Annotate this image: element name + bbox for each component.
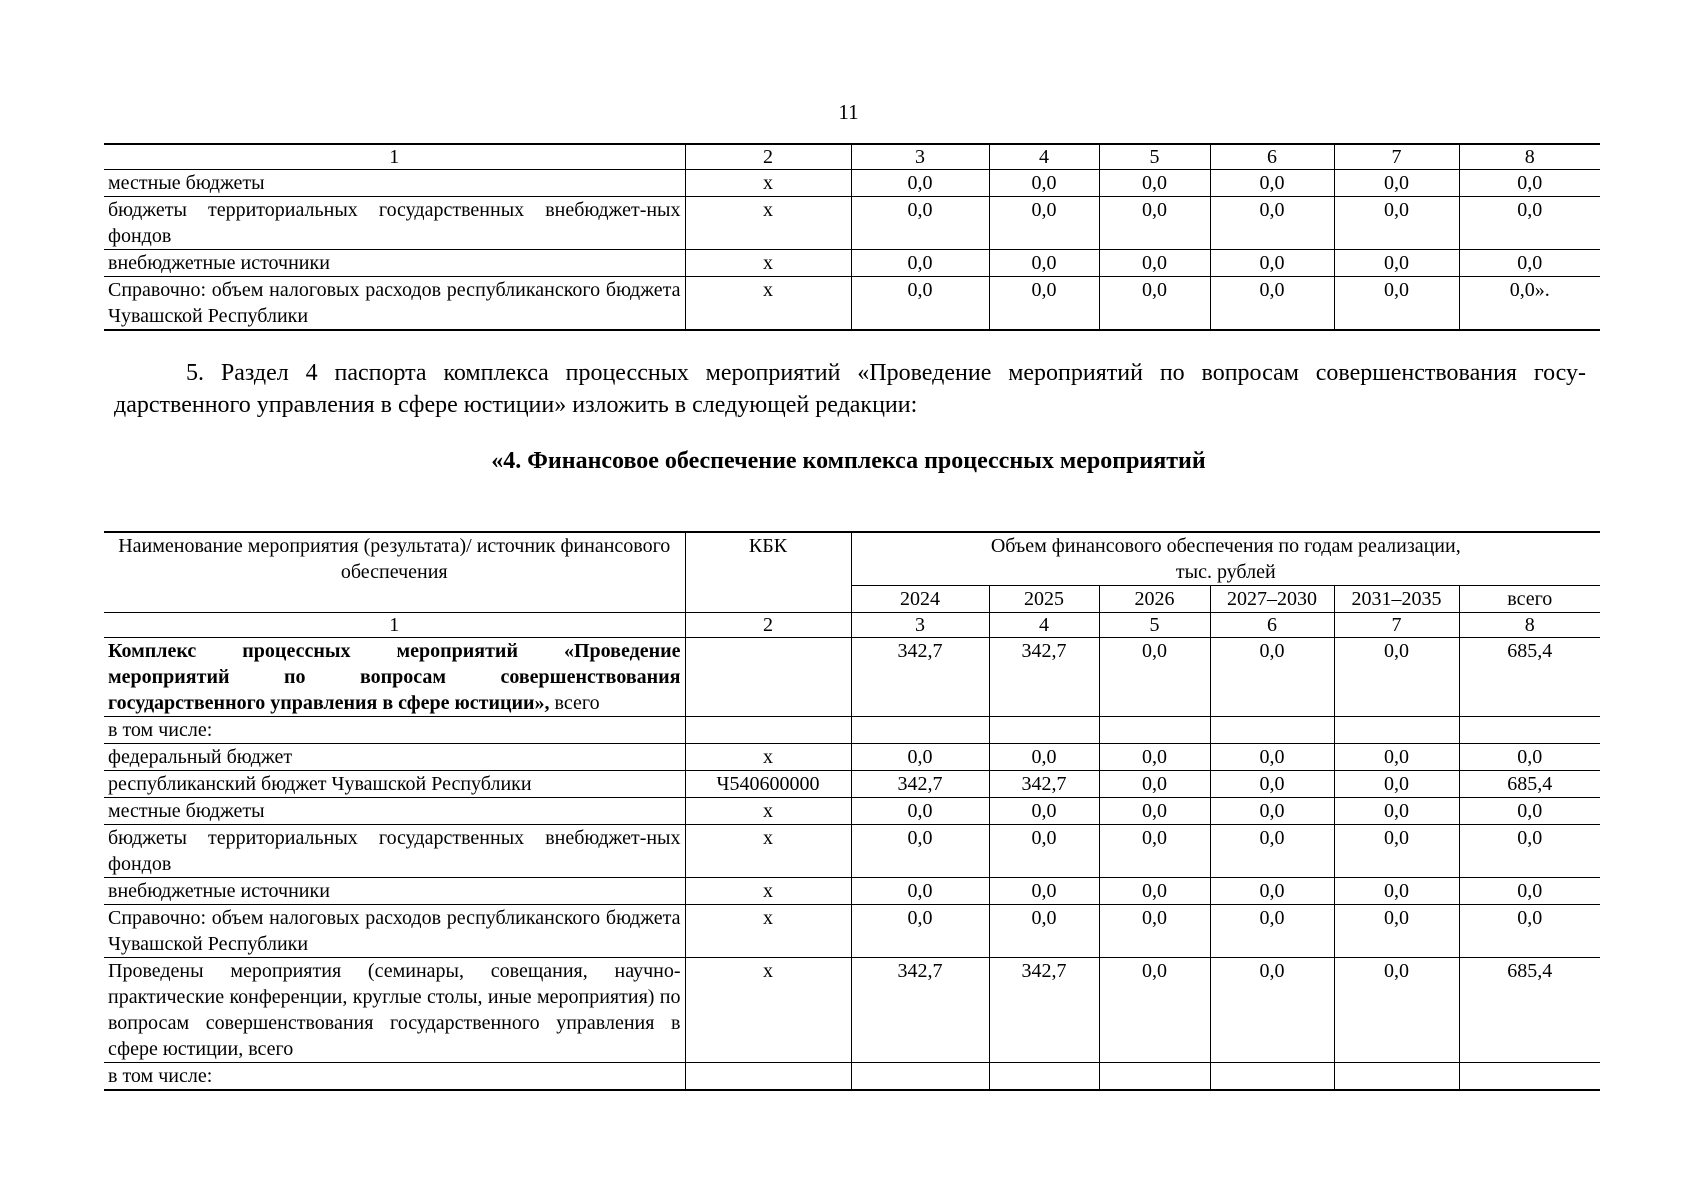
- row-value: 0,0: [851, 250, 989, 277]
- row-value: 0,0: [1459, 798, 1600, 825]
- row-name: Проведены мероприятия (семинары, совещания, научно-практические конференции, круглые столы, иные мероприятия) по вопросам совершенствования государственного управления в сфере юстиции, всего: [104, 958, 685, 1063]
- row-value: 0,0: [1334, 277, 1459, 331]
- row-kbk: х: [685, 250, 851, 277]
- table-row: [104, 798, 1600, 825]
- row-name: внебюджетные источники: [104, 250, 685, 277]
- table-row: [104, 744, 1600, 771]
- row-kbk: [685, 638, 851, 717]
- row-name: местные бюджеты: [104, 170, 685, 197]
- row-value: 0,0: [1099, 170, 1210, 197]
- row-kbk: х: [685, 277, 851, 331]
- row-kbk: х: [685, 958, 851, 1063]
- row-kbk: х: [685, 798, 851, 825]
- row-value: 0,0».: [1459, 277, 1600, 331]
- row-value: 0,0: [851, 170, 989, 197]
- row-name: местные бюджеты: [104, 798, 685, 825]
- row-value: [1334, 717, 1459, 744]
- row-value: [1459, 1063, 1600, 1091]
- table-row: [104, 170, 1600, 197]
- row-value: 0,0: [1334, 638, 1459, 717]
- table-row: [104, 878, 1600, 905]
- row-name: в том числе:: [104, 717, 685, 744]
- row-value: 0,0: [1459, 170, 1600, 197]
- header-year: 2031–2035: [1334, 586, 1459, 613]
- col-number: 4: [989, 613, 1099, 638]
- row-value: 0,0: [1210, 638, 1334, 717]
- col-number: 6: [1210, 144, 1334, 170]
- row-value: 0,0: [1334, 825, 1459, 878]
- row-value: 0,0: [1210, 277, 1334, 331]
- row-value: 0,0: [989, 277, 1099, 331]
- row-value: 0,0: [1210, 170, 1334, 197]
- col-number: 8: [1459, 613, 1600, 638]
- table-row: [104, 1063, 1600, 1091]
- row-kbk: [685, 1063, 851, 1091]
- row-value: 0,0: [1210, 878, 1334, 905]
- row-value: 342,7: [989, 638, 1099, 717]
- row-value: 342,7: [989, 958, 1099, 1063]
- row-value: 0,0: [1099, 825, 1210, 878]
- row-value: 0,0: [851, 744, 989, 771]
- row-value: [989, 717, 1099, 744]
- col-number: 5: [1099, 144, 1210, 170]
- row-kbk: х: [685, 744, 851, 771]
- row-value: 342,7: [851, 638, 989, 717]
- row-value: 0,0: [1334, 170, 1459, 197]
- table-row: [104, 958, 1600, 1063]
- table-row: [104, 825, 1600, 878]
- header-year: 2024: [851, 586, 989, 613]
- row-kbk: х: [685, 878, 851, 905]
- row-value: [1210, 717, 1334, 744]
- row-value: 0,0: [989, 197, 1099, 250]
- continuation-table: [104, 143, 1600, 331]
- row-value: 0,0: [851, 825, 989, 878]
- col-number: 2: [685, 613, 851, 638]
- row-value: [851, 1063, 989, 1091]
- col-number: 7: [1334, 144, 1459, 170]
- row-value: 0,0: [1099, 744, 1210, 771]
- row-value: 0,0: [1210, 825, 1334, 878]
- row-value: 0,0: [1459, 878, 1600, 905]
- row-value: 0,0: [1459, 825, 1600, 878]
- row-value: [989, 1063, 1099, 1091]
- row-name: федеральный бюджет: [104, 744, 685, 771]
- row-value: 0,0: [1334, 878, 1459, 905]
- table-row: [104, 277, 1600, 331]
- row-value: 0,0: [989, 798, 1099, 825]
- row-value: 0,0: [1334, 958, 1459, 1063]
- row-value: 0,0: [851, 878, 989, 905]
- col-number: 2: [685, 144, 851, 170]
- row-value: 0,0: [1459, 744, 1600, 771]
- row-value: 0,0: [1334, 744, 1459, 771]
- header-year: 2027–2030: [1210, 586, 1334, 613]
- table-row: [104, 771, 1600, 798]
- row-value: 0,0: [1210, 905, 1334, 958]
- row-value: 0,0: [1099, 638, 1210, 717]
- row-value: 0,0: [1334, 905, 1459, 958]
- header-year: 2026: [1099, 586, 1210, 613]
- row-name: бюджеты территориальных государственных внебюджет-ных фондов: [104, 825, 685, 878]
- row-value: 0,0: [1099, 277, 1210, 331]
- row-name: в том числе:: [104, 1063, 685, 1091]
- row-value: 0,0: [1334, 771, 1459, 798]
- row-kbk: х: [685, 197, 851, 250]
- col-number: 7: [1334, 613, 1459, 638]
- row-kbk: Ч540600000: [685, 771, 851, 798]
- row-value: 0,0: [989, 250, 1099, 277]
- header-name-column: Наименование мероприятия (результата)/ источник финансового обеспечения: [104, 532, 685, 613]
- col-number: 3: [851, 144, 989, 170]
- table-row: [104, 638, 1600, 717]
- row-value: 685,4: [1459, 958, 1600, 1063]
- row-value: 0,0: [989, 744, 1099, 771]
- row-value: 0,0: [1334, 798, 1459, 825]
- row-value: 0,0: [851, 197, 989, 250]
- row-value: 0,0: [1210, 771, 1334, 798]
- row-value: 0,0: [1099, 905, 1210, 958]
- row-value: 0,0: [1210, 958, 1334, 1063]
- row-value: 0,0: [1099, 878, 1210, 905]
- row-value: 0,0: [851, 277, 989, 331]
- table-row: [104, 905, 1600, 958]
- row-name: Справочно: объем налоговых расходов республиканского бюджета Чувашской Республики: [104, 277, 685, 331]
- row-value: 0,0: [1210, 250, 1334, 277]
- row-value: 0,0: [1099, 197, 1210, 250]
- row-name: внебюджетные источники: [104, 878, 685, 905]
- header-volume-column: Объем финансового обеспечения по годам реализации, тыс. рублей: [851, 532, 1600, 586]
- row-value: 0,0: [989, 170, 1099, 197]
- row-value: [1099, 1063, 1210, 1091]
- row-name-suffix: всего: [549, 692, 600, 714]
- financing-table: [104, 531, 1600, 1091]
- row-value: 685,4: [1459, 638, 1600, 717]
- table-row: [104, 717, 1600, 744]
- row-name: Справочно: объем налоговых расходов республиканского бюджета Чувашской Республики: [104, 905, 685, 958]
- row-value: 0,0: [1459, 197, 1600, 250]
- row-name-bold: Комплекс процессных мероприятий «Проведение мероприятий по вопросам совершенствования государственного управления в сфере юстиции»,: [108, 640, 681, 714]
- table-row: [104, 197, 1600, 250]
- row-value: 0,0: [1459, 250, 1600, 277]
- row-value: 0,0: [989, 905, 1099, 958]
- row-value: [1099, 717, 1210, 744]
- page-number: 11: [838, 100, 859, 124]
- col-number: 4: [989, 144, 1099, 170]
- row-value: [1210, 1063, 1334, 1091]
- section-heading: «4. Финансовое обеспечение комплекса процессных мероприятий: [491, 448, 1206, 474]
- row-value: 685,4: [1459, 771, 1600, 798]
- row-value: 0,0: [1099, 798, 1210, 825]
- row-kbk: х: [685, 825, 851, 878]
- row-value: 0,0: [1210, 798, 1334, 825]
- row-value: [1459, 717, 1600, 744]
- header-year: 2025: [989, 586, 1099, 613]
- row-value: 342,7: [851, 771, 989, 798]
- row-value: 342,7: [851, 958, 989, 1063]
- row-value: 0,0: [1099, 958, 1210, 1063]
- table-row: [104, 250, 1600, 277]
- column-number-row: [104, 613, 1600, 638]
- row-value: 0,0: [1099, 771, 1210, 798]
- row-name: республиканский бюджет Чувашской Республики: [104, 771, 685, 798]
- table-header-row: [104, 532, 1600, 586]
- row-value: 0,0: [851, 905, 989, 958]
- col-number: 6: [1210, 613, 1334, 638]
- row-value: [1334, 1063, 1459, 1091]
- col-number: 1: [104, 144, 685, 170]
- row-value: 0,0: [851, 798, 989, 825]
- row-kbk: [685, 717, 851, 744]
- amendment-paragraph: 5. Раздел 4 паспорта комплекса процессных мероприятий «Проведение мероприятий по вопросам совершенствования госу-дарственного управления в сфере юстиции» изложить в следующей редакции:: [114, 360, 1586, 418]
- row-value: 0,0: [1099, 250, 1210, 277]
- header-total: всего: [1459, 586, 1600, 613]
- row-value: 0,0: [1210, 744, 1334, 771]
- col-number: 1: [104, 613, 685, 638]
- col-number: 8: [1459, 144, 1600, 170]
- row-kbk: х: [685, 905, 851, 958]
- col-number: 5: [1099, 613, 1210, 638]
- col-number: 3: [851, 613, 989, 638]
- row-value: 0,0: [1334, 197, 1459, 250]
- row-value: [851, 717, 989, 744]
- row-kbk: х: [685, 170, 851, 197]
- column-number-row: [104, 144, 1600, 170]
- row-name: [104, 638, 685, 717]
- header-kbk-column: КБК: [685, 532, 851, 613]
- row-value: 0,0: [989, 878, 1099, 905]
- row-value: 0,0: [989, 825, 1099, 878]
- row-value: 0,0: [1210, 197, 1334, 250]
- row-name: бюджеты территориальных государственных внебюджет-ных фондов: [104, 197, 685, 250]
- row-value: 0,0: [1334, 250, 1459, 277]
- row-value: 342,7: [989, 771, 1099, 798]
- row-value: 0,0: [1459, 905, 1600, 958]
